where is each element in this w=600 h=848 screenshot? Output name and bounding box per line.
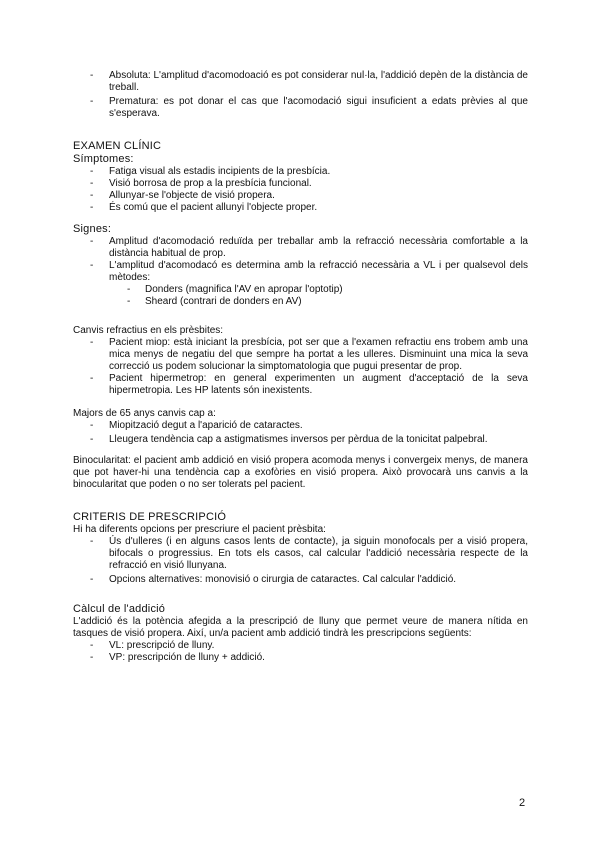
bullet-dash: -: [90, 337, 94, 348]
bullet-dash: -: [90, 536, 94, 547]
bullet-dash: -: [127, 284, 131, 295]
list-item: [73, 373, 528, 397]
list-item-text: Visió borrosa de prop a la presbícia funcional.: [109, 178, 312, 189]
subsection-title: Símptomes:: [73, 153, 134, 165]
list-item: [73, 202, 528, 214]
page-number: 2: [519, 797, 526, 809]
bullet-dash: -: [90, 420, 94, 431]
section-calcul-addicio: [73, 603, 528, 664]
section-heading: EXAMEN CLÍNIC: [73, 140, 162, 152]
list-item: [73, 70, 528, 94]
section-heading: CRITERIS DE PRESCRIPCIÓ: [73, 511, 227, 523]
paragraph-binocularitat: Binocularitat: el pacient amb addició en visió propera acomoda menys i convergeix menys, de manera que pot haver-hi una tendència cap a exofòries en visió propera. Això provocarà uns canvis a la binocularitat que poden o no ser tolerats pel pacient.: [73, 455, 528, 490]
list-item-text: VP: prescripción de lluny + addició.: [109, 652, 265, 663]
paragraph-calcul: L'addició és la potència afegida a la prescripció de lluny que permet veure de manera nítida en tasques de visió propera. Així, un/a pacient amb addició tindrà les prescripcions següents:: [73, 616, 528, 639]
list-item-text: Absoluta: L'amplitud d'acomodoació es pot considerar nul·la, l'addició depèn de la distància de treball.: [109, 70, 528, 93]
list-item: [73, 434, 528, 446]
list-item-text: Amplitud d'acomodació reduïda per treballar amb la refracció necessària comfortable a la distància habitual de prop.: [109, 236, 528, 259]
bullet-dash: -: [90, 236, 94, 247]
paragraph-intro: Hi ha diferents opcions per prescriure el pacient prèsbita:: [73, 524, 326, 535]
paragraph-title: Canvis refractius en els prèsbites:: [73, 325, 224, 336]
list-item: [73, 166, 528, 178]
bullet-dash: -: [90, 652, 94, 663]
bullet-dash: -: [90, 202, 94, 213]
section-majors-65: [73, 408, 528, 446]
bullet-dash: -: [90, 166, 94, 177]
bullet-dash: -: [90, 178, 94, 189]
list-item: [73, 574, 528, 586]
list-item: [73, 178, 528, 190]
list-item: [73, 640, 528, 652]
paragraph-title: Majors de 65 anys canvis cap a:: [73, 408, 216, 419]
list-item: [73, 337, 528, 373]
list-item-text: Ús d'ulleres (i en alguns casos lents de contacte), ja siguin monofocals per a visió propera, bifocals o progressius. En tots els casos, cal calcular l'addició necessària respecte de la refracció en visió llunyana.: [109, 536, 528, 571]
bullet-dash: -: [90, 260, 94, 271]
bullet-dash: -: [90, 373, 94, 384]
list-item: [73, 420, 528, 432]
list-item-text: Allunyar-se l'objecte de visió propera.: [109, 190, 275, 201]
bullet-dash: -: [90, 640, 94, 651]
list-item-text: Miopització degut a l'aparició de cataractes.: [109, 420, 303, 431]
list-item-text: Fatiga visual als estadis incipients de la presbícia.: [109, 166, 331, 177]
section-canvis-refractius: [73, 325, 528, 397]
section-examen-clinic: [73, 140, 528, 214]
list-item-text: L'amplitud d'acomodacó es determina amb la refracció necessària a VL i per qualsevol dels mètodes:: [109, 260, 528, 283]
list-item: [73, 536, 528, 572]
bullet-dash: -: [90, 96, 94, 107]
list-item-text: Donders (magnifica l'AV en apropar l'optotip): [145, 284, 343, 295]
list-item-text: VL: prescripció de lluny.: [109, 640, 215, 651]
list-item-text: Pacient miop: està iniciant la presbícia, pot ser que a l'examen refractiu ens trobem amb una mica menys de negatiu del que sempre ha portat a les ulleres. Disminuint una mica la seva correcció us podem solucionar la simptomatologia que pugui presentar de prop.: [109, 337, 528, 372]
list-item-text: Lleugera tendència cap a astigmatismes inversos per pèrdua de la tonicitat palpebral.: [109, 434, 488, 445]
bullet-dash: -: [90, 574, 94, 585]
section-criteris-prescripcio: [73, 511, 528, 586]
list-item: [73, 96, 528, 120]
list-item: [73, 236, 528, 260]
section-signes: [73, 223, 528, 308]
bullet-dash: -: [90, 190, 94, 201]
top-list: [73, 70, 528, 120]
list-item: [73, 190, 528, 202]
bullet-dash: -: [127, 296, 131, 307]
list-item: [73, 260, 528, 284]
bullet-dash: -: [90, 70, 94, 81]
list-item-text: Prematura: es pot donar el cas que l'acomodació sigui insuficient a edats prèvies al que s'esperava.: [109, 96, 528, 119]
list-item-text: Sheard (contrari de donders en AV): [145, 296, 302, 307]
sub-list-item: [73, 296, 528, 308]
bullet-dash: -: [90, 434, 94, 445]
section-heading: Càlcul de l'addició: [73, 603, 166, 615]
list-item-text: És comú que el pacient allunyi l'objecte proper.: [109, 202, 318, 213]
subsection-title: Signes:: [73, 223, 112, 235]
list-item-text: Pacient hipermetrop: en general experimenten un augment d'acceptació de la seva hipermetropia. Les HP latents són inexistents.: [109, 373, 528, 396]
list-item: [73, 652, 528, 664]
sub-list-item: [73, 284, 528, 296]
list-item-text: Opcions alternatives: monovisió o cirurgia de cataractes. Cal calcular l'addició.: [109, 574, 457, 585]
